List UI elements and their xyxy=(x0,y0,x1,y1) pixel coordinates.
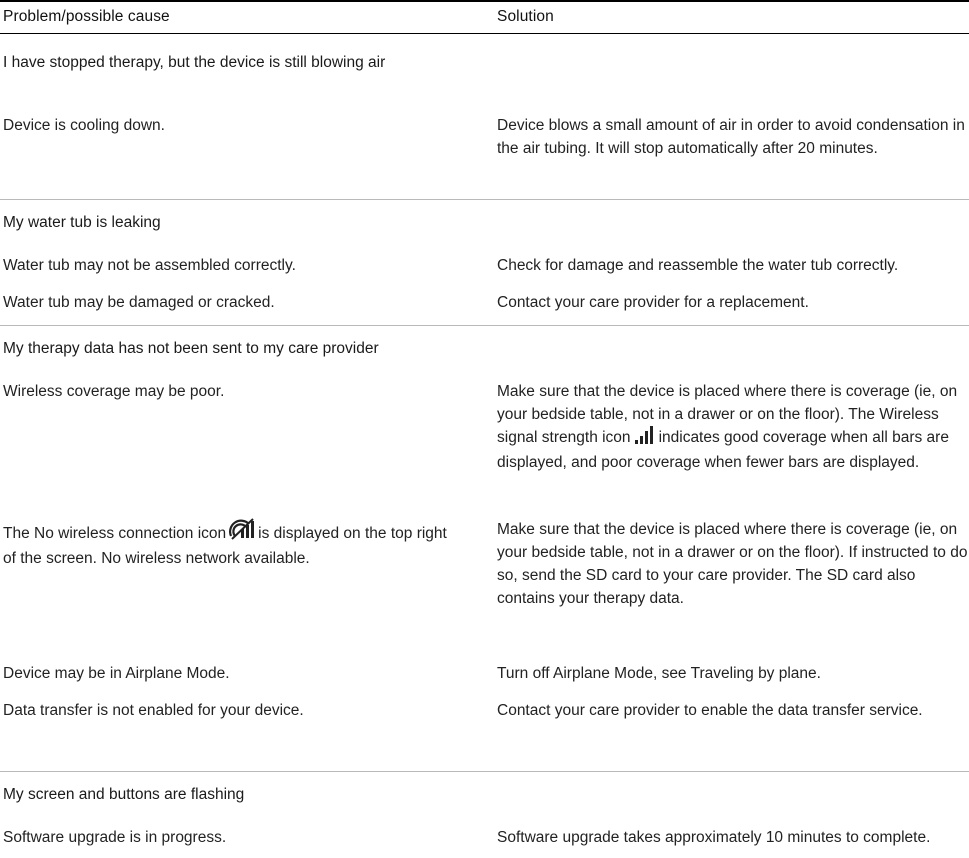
solution-text: Turn off Airplane Mode, see Traveling by plane. xyxy=(497,665,821,682)
solution-text-part: indicates good coverage when all bars are displayed, and poor coverage when fewer bars are displayed. xyxy=(497,429,949,471)
section-title: My therapy data has not been sent to my care provider xyxy=(3,340,379,357)
section-title: I have stopped therapy, but the device is still blowing air xyxy=(3,54,386,71)
section-screen-flashing xyxy=(0,772,969,858)
solution-text: Contact your care provider for a replacement. xyxy=(497,294,809,311)
cause-text: Water tub may be damaged or cracked. xyxy=(3,294,275,311)
wireless-signal-strength-icon xyxy=(634,426,656,451)
cause-text: Device may be in Airplane Mode. xyxy=(3,665,230,682)
section-title: My water tub is leaking xyxy=(3,214,161,231)
solution-text: Software upgrade takes approximately 10 minutes to complete. xyxy=(497,829,931,846)
solution-text xyxy=(497,380,969,474)
section-water-tub-leaking xyxy=(0,200,969,326)
cause-text: Wireless coverage may be poor. xyxy=(3,383,225,400)
cause-text-part: is displayed on the top right of the screen. No wireless network available. xyxy=(3,525,447,567)
header-solution: Solution xyxy=(497,8,554,25)
solution-text: Contact your care provider to enable the data transfer service. xyxy=(497,702,923,719)
solution-text-part: Make sure that the device is placed where there is coverage (ie, on your bedside table, not in a drawer or on the floor). The Wireless signal strength icon xyxy=(497,383,958,446)
cause-text xyxy=(3,518,463,570)
solution-text: Make sure that the device is placed where there is coverage (ie, on your bedside table, not in a drawer or on the floor). If instructed to do so, send the SD card to your care provider. The SD card also contains your therapy data. xyxy=(497,521,968,607)
cause-text: Water tub may not be assembled correctly. xyxy=(3,257,296,274)
solution-text: Device blows a small amount of air in order to avoid condensation in the air tubing. It will stop automatically after 20 minutes. xyxy=(497,117,965,157)
no-wireless-connection-icon xyxy=(229,518,255,547)
section-still-blowing-air xyxy=(0,34,969,200)
header-problem-cause: Problem/possible cause xyxy=(3,8,170,25)
table-header xyxy=(0,0,969,34)
cause-text: Data transfer is not enabled for your device. xyxy=(3,702,304,719)
section-title: My screen and buttons are flashing xyxy=(3,786,245,803)
solution-text: Check for damage and reassemble the water tub correctly. xyxy=(497,257,899,274)
cause-text: Software upgrade is in progress. xyxy=(3,829,227,846)
cause-text-part: The No wireless connection icon xyxy=(3,525,227,542)
cause-text: Device is cooling down. xyxy=(3,117,165,134)
section-data-not-sent xyxy=(0,326,969,772)
